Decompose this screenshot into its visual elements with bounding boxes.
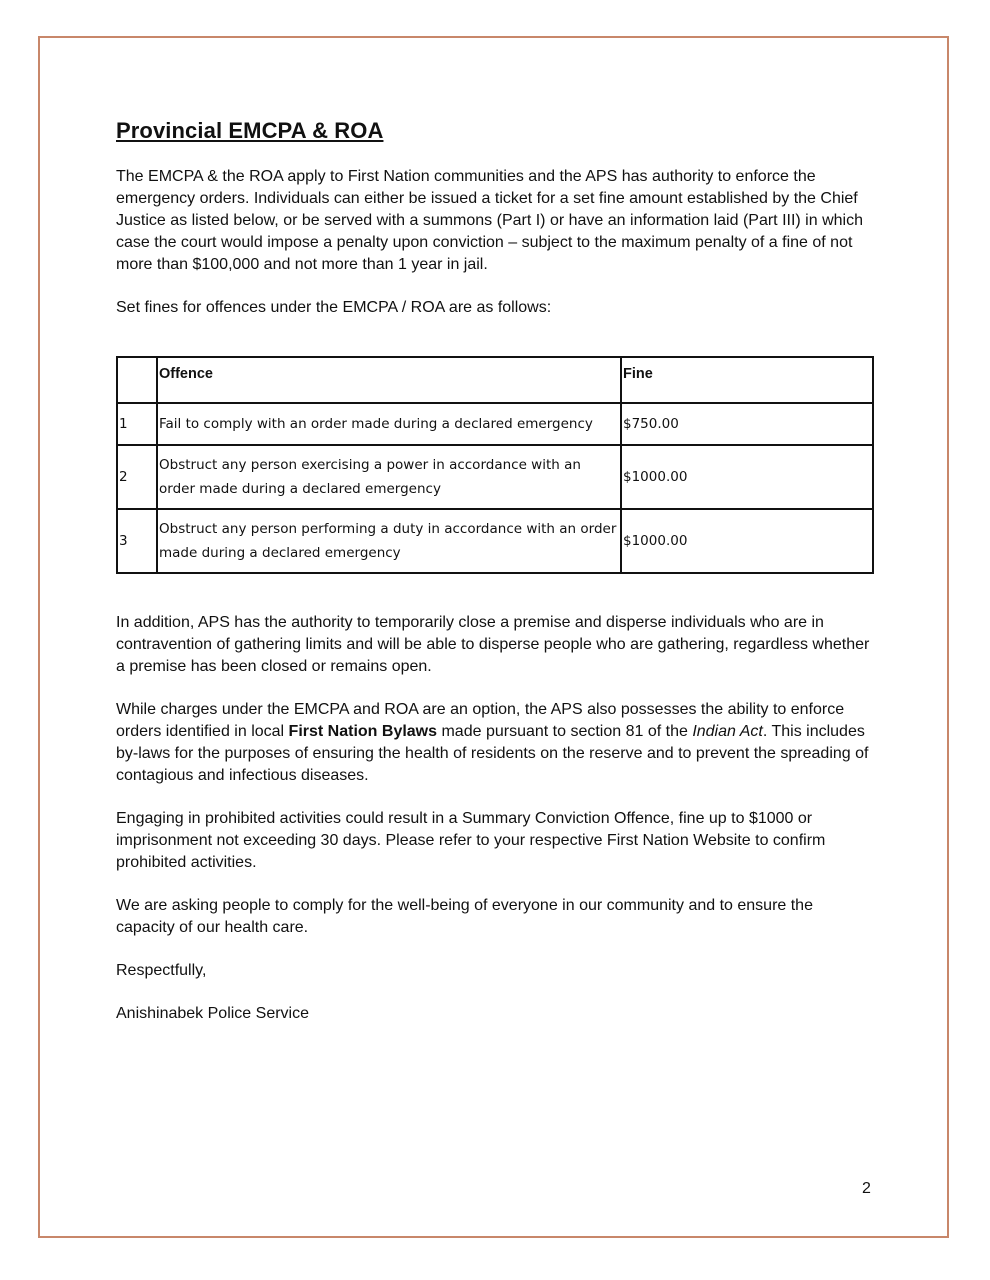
row-offence-cell: Fail to comply with an order made during a declared emergency xyxy=(157,403,621,445)
closing-text: Respectfully, xyxy=(116,962,207,979)
header-fine-cell: Fine xyxy=(621,357,873,403)
bylaws-paragraph xyxy=(116,699,876,787)
row-offence-cell: Obstruct any person exercising a power in accordance with an order made during a declared emergency xyxy=(157,445,621,509)
header-offence-cell: Offence xyxy=(157,357,621,403)
bylaws-text-3: . This includes by-laws for the purposes of ensuring the health of residents on the reserve and to prevent the spreading of contagious and infectious diseases. xyxy=(116,723,869,784)
signature-text: Anishinabek Police Service xyxy=(116,1005,309,1022)
prohibited-paragraph: Engaging in prohibited activities could result in a Summary Conviction Offence, fine up to $1000 or imprisonment not exceeding 30 days. Please refer to your respective First Nation Website to confirm prohibited activities. xyxy=(116,810,826,871)
table-row xyxy=(117,445,873,509)
addition-paragraph: In addition, APS has the authority to temporarily close a premise and disperse individuals who are in contravention of gathering limits and will be able to disperse people who are gathering, regardless whether a premise has been closed or remains open. xyxy=(116,614,870,675)
header-number-cell xyxy=(117,357,157,403)
bylaws-bold-text: First Nation Bylaws xyxy=(288,723,438,740)
row-offence-cell: Obstruct any person performing a duty in accordance with an order made during a declared emergency xyxy=(157,509,621,573)
row-number-cell: 1 xyxy=(117,403,157,445)
row-fine-cell: $750.00 xyxy=(621,403,873,445)
row-number-cell: 2 xyxy=(117,445,157,509)
row-fine-cell: $1000.00 xyxy=(621,445,873,509)
bylaws-text-2: made pursuant to section 81 of the xyxy=(437,723,693,740)
table-row xyxy=(117,509,873,573)
fines-table xyxy=(116,356,874,574)
row-fine-cell: $1000.00 xyxy=(621,509,873,573)
page-number: 2 xyxy=(862,1180,871,1197)
comply-paragraph: We are asking people to comply for the well-being of everyone in our community and to ensure the capacity of our health care. xyxy=(116,897,813,936)
document-body xyxy=(116,116,876,1025)
row-number-cell: 3 xyxy=(117,509,157,573)
table-lead-text: Set fines for offences under the EMCPA / ROA are as follows: xyxy=(116,299,552,316)
table-header-row xyxy=(117,357,873,403)
bylaws-italic-text: Indian Act xyxy=(692,723,763,740)
page-title: Provincial EMCPA & ROA xyxy=(116,118,384,143)
bylaws-text-1: While charges under the EMCPA and ROA are an option, the APS also possesses the ability to enforce orders identified in local xyxy=(116,701,845,740)
table-row xyxy=(117,403,873,445)
intro-paragraph: The EMCPA & the ROA apply to First Nation communities and the APS has authority to enforce the emergency orders. Individuals can either be issued a ticket for a set fine amount established by the Chief Justice as listed below, or be served with a summons (Part I) or have an information laid (Part III) in which case the court would impose a penalty upon conviction – subject to the maximum penalty of a fine of not more than $100,000 and not more than 1 year in jail. xyxy=(116,168,863,273)
